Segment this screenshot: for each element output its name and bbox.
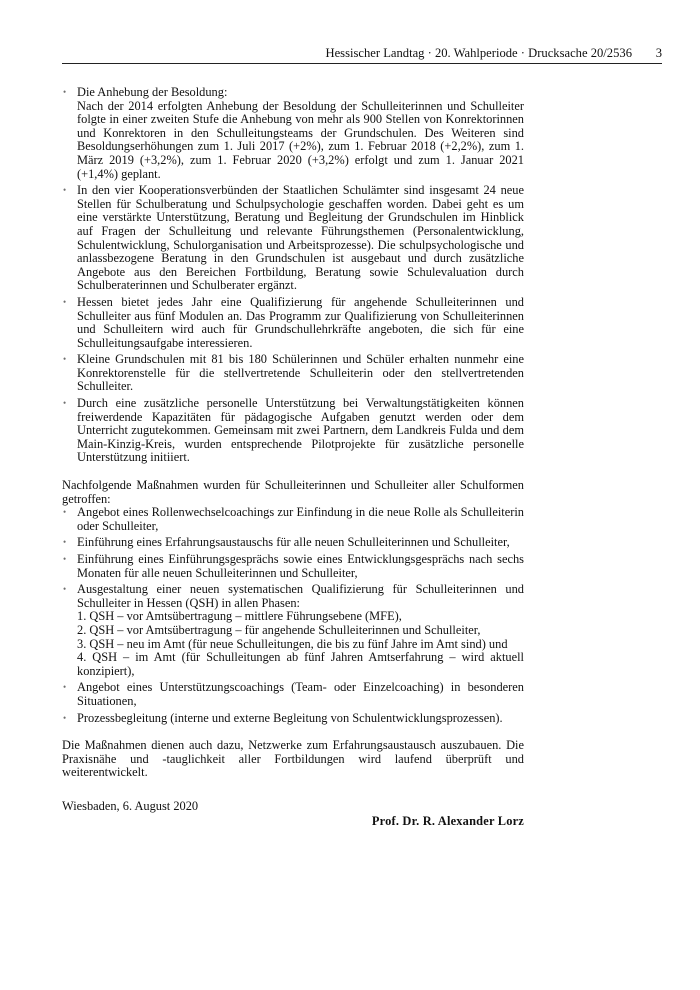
measure-text: Angebot eines Rollenwechselcoachings zur Einfindung in die neue Rolle als Schulleiterin oder Schulleiter, [77, 505, 524, 533]
place-date: Wiesbaden, 6. August 2020 [62, 798, 199, 813]
page-header [62, 44, 662, 62]
running-title: Hessischer Landtag · 20. Wahlperiode · Drucksache 20/2536 [325, 46, 632, 60]
list-item [62, 184, 524, 293]
list-item [62, 506, 524, 533]
measure-text: Angebot eines Unterstützungscoachings (Team- oder Einzelcoaching) in besonderen Situationen, [77, 680, 524, 708]
list-item [62, 397, 524, 465]
measure-text: Einführung eines Erfahrungsaustauschs für alle neuen Schulleiterinnen und Schulleiter, [77, 535, 510, 550]
measures-intro: Nachfolgende Maßnahmen wurden für Schulleiterinnen und Schulleiter aller Schulformen getroffen: [62, 478, 524, 506]
document-body [62, 86, 524, 828]
signature: Prof. Dr. R. Alexander Lorz [371, 813, 524, 828]
qsh-phase-3: 3. QSH – neu im Amt (für neue Schulleitungen, die bis zu fünf Jahre im Amt sind) und [77, 636, 508, 651]
header-rule [62, 63, 662, 64]
measures-list [62, 506, 524, 725]
measure-text: Ausgestaltung einer neuen systematischen Qualifizierung für Schulleiterinnen und Schulleiter in Hessen (QSH) in allen Phasen: [77, 582, 524, 610]
bullet-heading: • Die Anhebung der Besoldung: [77, 85, 228, 99]
closing-paragraph: Die Maßnahmen dienen auch dazu, Netzwerke zum Erfahrungsaustausch auszubauen. Die Praxisnähe und -tauglichkeit aller Fortbildungen wird laufend überprüft und weiterentwickelt. [62, 738, 524, 780]
list-item [62, 712, 524, 726]
list-item [62, 353, 524, 394]
measure-text: Prozessbegleitung (interne und externe Begleitung von Schulentwicklungsprozessen). [77, 710, 503, 725]
list-item [62, 86, 524, 181]
qsh-phase-2: 2. QSH – vor Amtsübertragung – für angehende Schulleiterinnen und Schulleiter, [77, 622, 481, 637]
page-number: 3 [655, 46, 662, 60]
qsh-phase-1: 1. QSH – vor Amtsübertragung – mittlere Führungsebene (MFE), [77, 609, 402, 624]
list-item [62, 681, 524, 708]
bullet-text: Kleine Grundschulen mit 81 bis 180 Schülerinnen und Schüler erhalten nunmehr eine Konrektorenstelle für die stellvertretende Schulleiterin oder den stellvertretenden Schulleiter. [77, 352, 524, 394]
bullet-text: Durch eine zusätzliche personelle Unterstützung bei Verwaltungstätigkeiten können freiwerdende Kapazitäten für pädagogische Aufgaben genutzt werden oder dem Unterricht zugutekommen. Gemeinsam mit zwei Partnern, dem Landkreis Fulda und dem Main-Kinzig-Kreis, wurden entsprechende Pilotprojekte für zusätzliche personelle Unterstützung initiiert. [77, 396, 524, 465]
measure-text: Einführung eines Einführungsgesprächs sowie eines Entwicklungsgesprächs nach sechs Monaten für alle neuen Schulleiterinnen und Schulleiter, [77, 552, 524, 580]
list-item [62, 536, 524, 550]
list-item [62, 296, 524, 350]
bullet-text: Hessen bietet jedes Jahr eine Qualifizierung für angehende Schulleiterinnen und Schulleiter aus fünf Modulen an. Das Programm zur Qualifizierung von Schulleiterinnen und Schulleitern wird auch für Grundschullehrkräfte angeboten, die sich für eine Schulleitungsaufgabe interessieren. [77, 294, 524, 350]
qsh-phase-4: 4. QSH – im Amt (für Schulleitungen ab fünf Jahren Amtserfahrung – wird aktuell konzipiert), [77, 650, 524, 678]
bullet-text: In den vier Kooperationsverbünden der Staatlichen Schulämter sind insgesamt 24 neue Stellen für Schulberatung und Schulpsychologie geschaffen worden. Dabei geht es um eine verstärkte Unterstützung, Beratung und Begleitung der Grundschulen im Hinblick auf Fragen der Schulleitung und relevante Führungsthemen (Personalentwicklung, Schulentwicklung, Schulorganisation und Arbeitsprozesse). Die schulpsychologische und anlassbezogene Beratung in den Grundschulen ist ausgebaut und durch zusätzliche Angebote aus den Bereichen Fortbildung, Beratung sowie Schulevaluation durch Schulberaterinnen und Schulberater ergänzt. [77, 183, 524, 293]
list-item [62, 583, 524, 678]
bullet-text: Nach der 2014 erfolgten Anhebung der Besoldung der Schulleiterinnen und Schulleiter folgte in einer zweiten Stufe die Anhebung von mehr als 900 Stellen von Konrektorinnen und Konrektoren in den Schulleitungsteams der Grundschulen. Des Weiteren sind Besoldungserhöhungen zum 1. Juli 2017 (+2%), zum 1. Februar 2018 (+2,2%), zum 1. März 2019 (+3,2%), zum 1. Februar 2020 (+3,2%) erfolgt und zum 1. Januar 2021 (+1,4%) geplant. [77, 98, 524, 181]
list-item [62, 553, 524, 580]
top-bullet-list [62, 86, 524, 465]
